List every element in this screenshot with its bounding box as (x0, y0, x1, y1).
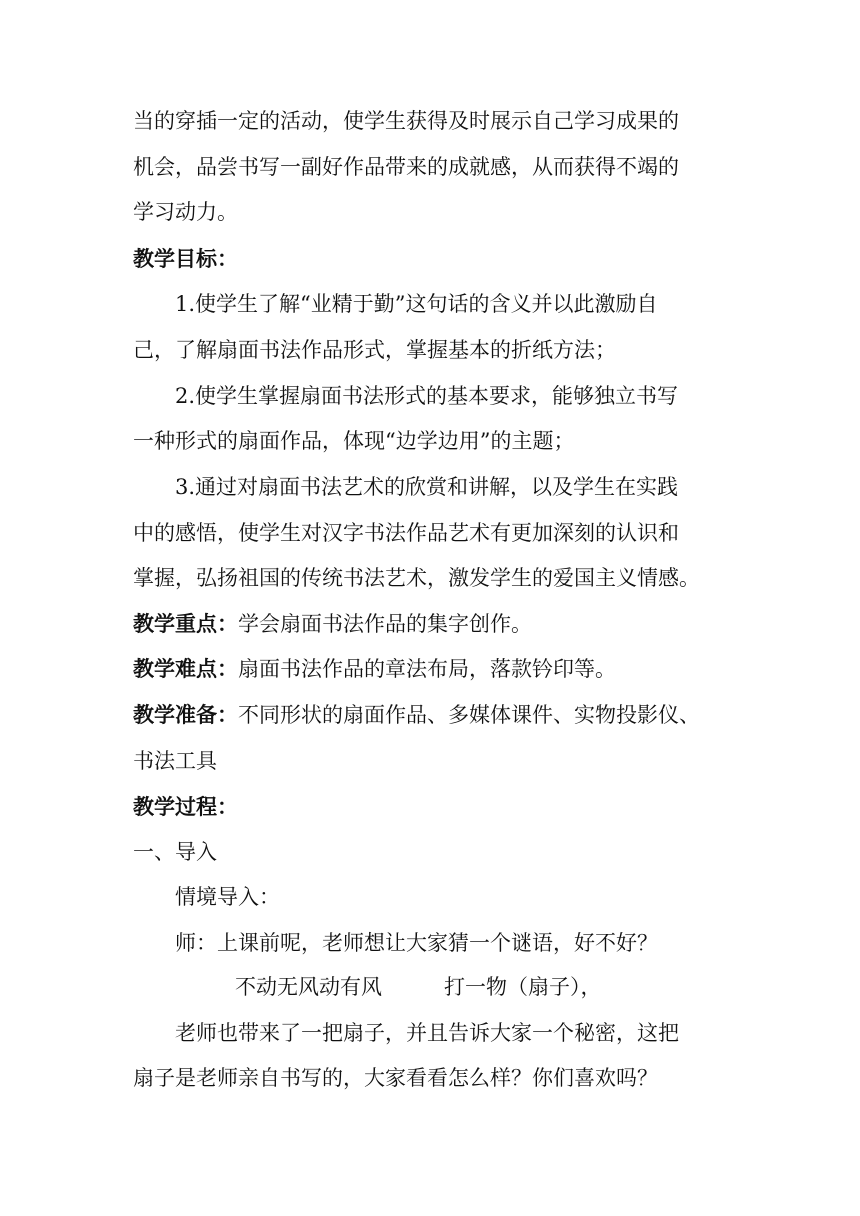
riddle-line (235, 972, 602, 1002)
goal-3-line-2: 中的感悟，使学生对汉字书法作品艺术有更加深刻的认识和 (133, 521, 679, 545)
riddle-text: 不动无风动有风 (235, 975, 382, 999)
preparation-text: 不同形状的扇面作品、多媒体课件、实物投影仪、 (238, 703, 700, 727)
intro-line-1: 当的穿插一定的活动，使学生获得及时展示自己学习成果的 (133, 109, 679, 133)
teacher-question-line: 师：上课前呢，老师想让大家猜一个谜语，好不好？ (175, 931, 658, 955)
goal-1-line-2: 己，了解扇面书法作品形式，掌握基本的折纸方法； (133, 338, 616, 362)
intro-line-2: 机会，品尝书写一副好作品带来的成就感，从而获得不竭的 (133, 155, 679, 179)
goal-2-line-1: 2.使学生掌握扇面书法形式的基本要求，能够独立书写 (175, 384, 679, 408)
teacher-statement-line-1: 老师也带来了一把扇子，并且告诉大家一个秘密，这把 (175, 1021, 679, 1045)
goals-heading: 教学目标： (133, 246, 238, 271)
difficulty-text: 扇面书法作品的章法布局，落款钤印等。 (238, 657, 616, 681)
intro-line-3: 学习动力。 (133, 200, 238, 224)
difficulty-label: 教学难点： (133, 656, 238, 681)
preparation-line-2: 书法工具 (133, 749, 217, 773)
key-point-text: 学会扇面书法作品的集字创作。 (238, 612, 532, 636)
goal-1-line-1: 1.使学生了解“业精于勤”这句话的含义并以此激励自 (175, 292, 658, 316)
teacher-statement-line-2: 扇子是老师亲自书写的，大家看看怎么样？你们喜欢吗？ (133, 1066, 658, 1090)
preparation-label: 教学准备： (133, 702, 238, 727)
key-point-label: 教学重点： (133, 611, 238, 636)
sub-heading-intro: 情境导入： (175, 885, 280, 909)
goal-3-line-3: 掌握，弘扬祖国的传统书法艺术，激发学生的爱国主义情感。 (133, 566, 700, 590)
goal-2-line-2: 一种形式的扇面作品，体现“边学边用”的主题； (133, 429, 575, 453)
section-1-title: 一、导入 (133, 840, 217, 864)
goal-3-line-1: 3.通过对扇面书法艺术的欣赏和讲解，以及学生在实践 (175, 475, 679, 499)
difficulty-line (133, 654, 616, 684)
riddle-answer: 打一物（扇子）， (444, 975, 602, 999)
preparation-line (133, 700, 700, 730)
process-heading: 教学过程： (133, 794, 238, 819)
key-point-line (133, 609, 532, 639)
